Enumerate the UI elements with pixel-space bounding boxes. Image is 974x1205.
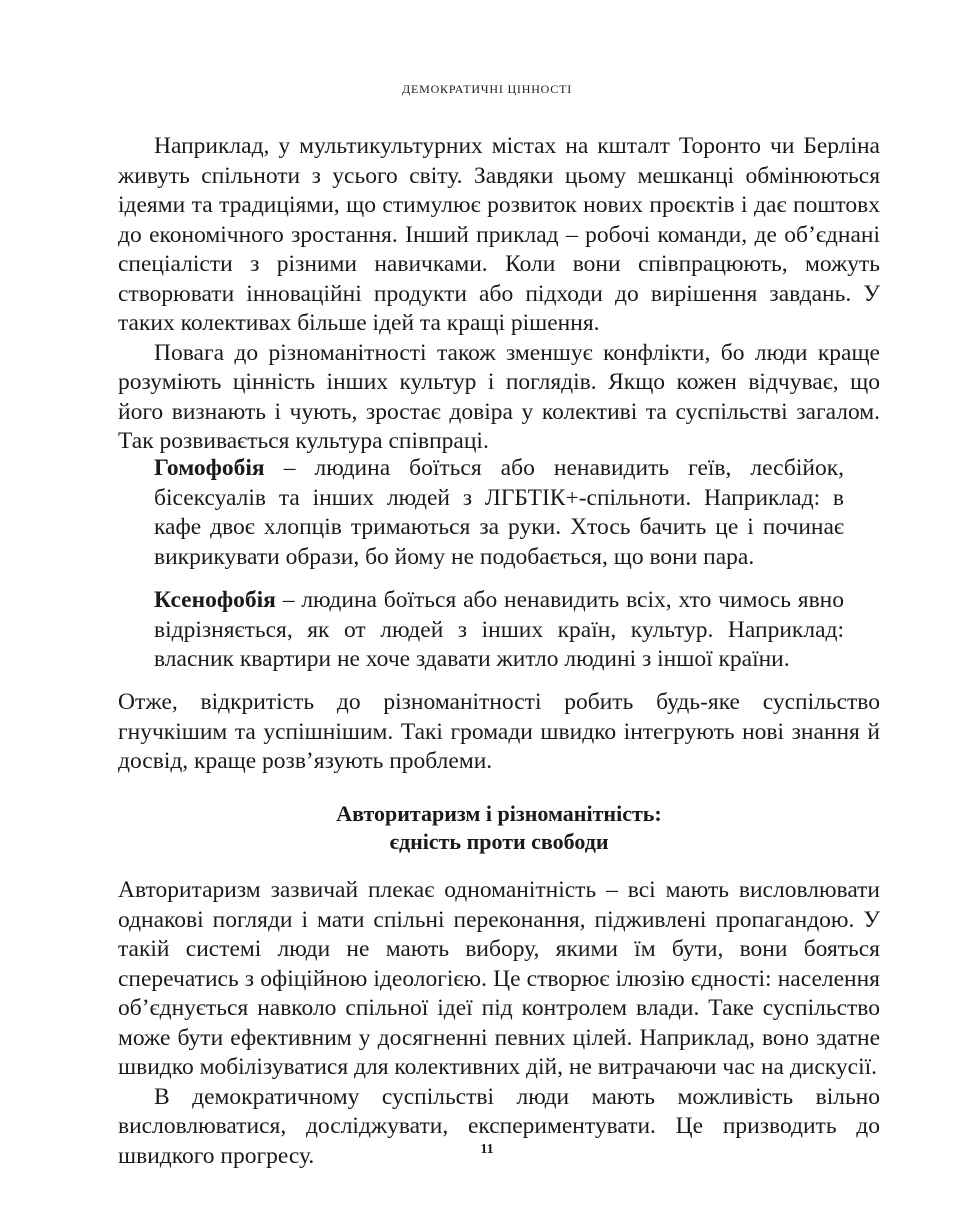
- definition-paragraph: [154, 586, 844, 675]
- paragraph: Наприклад, у мультикультурних містах на кшталт Торонто чи Берліна живуть спільноти з усього світу. Завдяки цьому мешканці обмінюються ідеями та традиціями, що стимулює розвиток нових проєктів і дає поштовх до економічного зростання. Інший приклад – робочі команди, де об’єднані спеціалісти з різними навичками. Коли вони співпрацюють, можуть створювати інноваційні продукти або підходи до вирішення завдань. У таких колективах більше ідей та кращі рішення.: [118, 133, 880, 336]
- definition-text: – людина боїться або ненавидить всіх, хто чимось явно відрізняється, як от людей з інших країн, культур. Наприклад: власник квартири не хоче здавати житло людині з іншої країни.: [154, 587, 844, 672]
- section-heading: [118, 800, 880, 856]
- running-head: ДЕМОКРАТИЧНІ ЦІННОСТІ: [402, 82, 572, 96]
- conclusion-paragraph: Отже, відкритість до різноманітності робить будь-яке суспільство гнучкішим та успішнішим. Такі громади швидко інтегрують нові знання й досвід, краще розв’язують проблеми.: [118, 689, 880, 774]
- paragraph: Повага до різноманітності також зменшує конфлікти, бо люди краще розуміють цінність інших культур і поглядів. Якщо кожен відчуває, що його визнають і чують, зростає довіра у колективі та суспільстві загалом. Так розвивається культура співпраці.: [118, 339, 880, 454]
- definition-text: – людина боїться або ненавидить геїв, лесбійок, бісексуалів та інших людей з ЛГБТІК+-спільноти. Наприклад: в кафе двоє хлопців тримаються за руки. Хтось бачить це і починає викрикувати образи, бо йому не подобається, що вони пара.: [154, 455, 844, 570]
- section-heading-line1: Авторитаризм і різноманітність:: [336, 801, 662, 826]
- definition-homophobia: [154, 454, 844, 572]
- conclusion-section: [118, 688, 880, 777]
- paragraph: Авторитаризм зазвичай плекає одноманітність – всі мають висловлювати однакові погляди і мати спільні переконання, підживлені пропагандою. У такій системі люди не мають вибору, якими їм бути, вони бояться сперечатись з офіційною ідеологією. Це створює ілюзію єдності: населення об’єднується навколо спільної ідеї під контролем влади. Таке суспільство може бути ефективним у досягненні певних цілей. Наприклад, воно здатне швидко мобілізуватися для колективних дій, не витрачаючи час на дискусії.: [118, 877, 880, 1080]
- intro-section: [118, 132, 880, 457]
- page-number: 11: [480, 1142, 494, 1157]
- definition-paragraph: [154, 454, 844, 572]
- definition-xenophobia: [154, 586, 844, 675]
- section-heading-line2: єдність проти свободи: [389, 829, 609, 854]
- definition-term: Ксенофобія: [154, 587, 276, 613]
- definition-term: Гомофобія: [154, 455, 265, 481]
- paragraph: В демократичному суспільстві люди мають можливість вільно висловлюватися, досліджувати, експериментувати. Це призводить до швидкого прогресу.: [118, 1083, 880, 1169]
- authoritarianism-section: [118, 876, 880, 1171]
